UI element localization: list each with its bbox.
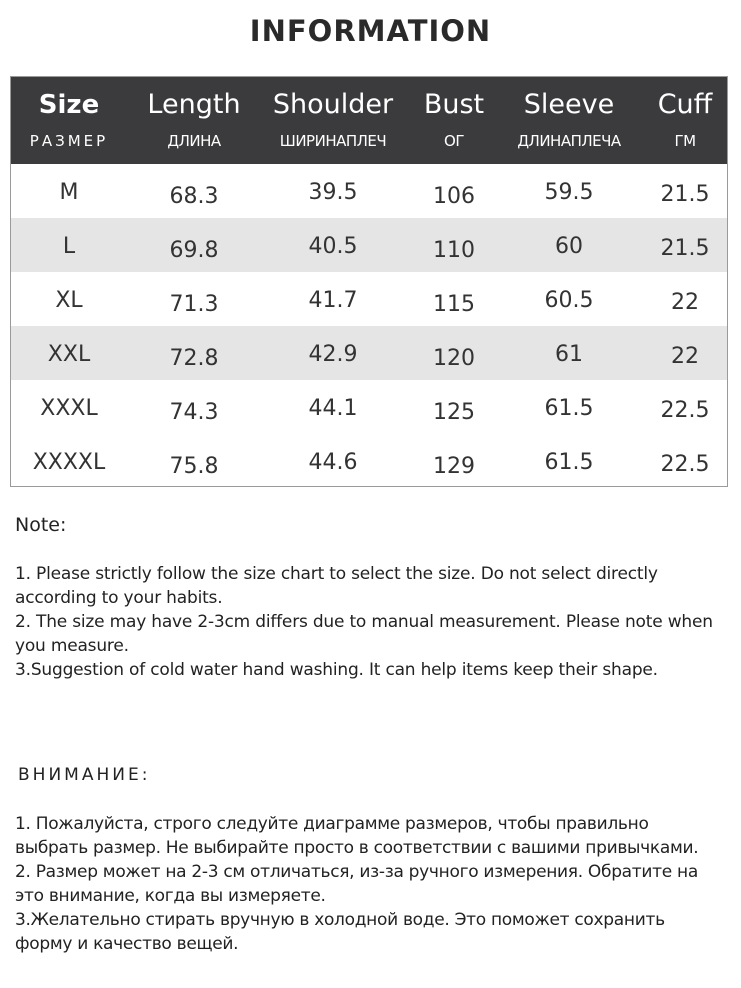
cell-shoulder: 40.5 (308, 234, 358, 259)
header-sleeve-ru: ДЛИНАПЛЕЧА (517, 132, 621, 150)
cell-bust: 129 (433, 454, 475, 479)
note-item: 1. Please strictly follow the size chart to select the size. Do not select directly according to your habits. (15, 564, 658, 608)
cell-size: M (59, 180, 79, 205)
note-item: 2. The size may have 2-3cm differs due to manual measurement. Please note when you measure. (15, 612, 713, 656)
cell-bust: 110 (433, 238, 475, 263)
ru-note-body (15, 812, 720, 956)
header-sleeve (507, 77, 631, 164)
cell-shoulder: 44.6 (308, 450, 358, 475)
cell-cuff: 22.5 (660, 398, 710, 423)
cell-sleeve: 60.5 (544, 288, 594, 313)
cell-cuff: 21.5 (660, 236, 710, 261)
ru-note-heading: ВНИМАНИЕ: (18, 765, 151, 785)
header-size-ru: РАЗМЕР (29, 132, 109, 150)
cell-cuff: 22 (671, 344, 699, 369)
table-row (11, 272, 727, 326)
cell-cuff: 21.5 (660, 182, 710, 207)
header-length-en: Length (147, 89, 241, 120)
cell-bust: 120 (433, 346, 475, 371)
header-cuff (643, 77, 727, 164)
cell-size: XXXXL (32, 450, 106, 475)
header-shoulder (267, 77, 399, 164)
cell-shoulder: 41.7 (308, 288, 358, 313)
header-cuff-ru: ГМ (674, 132, 696, 150)
cell-size: L (62, 234, 76, 259)
page-title: INFORMATION (249, 14, 492, 48)
note-body (15, 562, 715, 682)
table-row (11, 164, 727, 218)
cell-length: 74.3 (169, 400, 219, 425)
cell-cuff: 22 (671, 290, 699, 315)
note-item: 3.Suggestion of cold water hand washing. It can help items keep their shape. (15, 660, 658, 680)
table-row (11, 218, 727, 272)
cell-shoulder: 42.9 (308, 342, 358, 367)
cell-length: 72.8 (169, 346, 219, 371)
cell-size: XXXL (40, 396, 98, 421)
cell-length: 75.8 (169, 454, 219, 479)
cell-length: 68.3 (169, 184, 219, 209)
cell-cuff: 22.5 (660, 452, 710, 477)
header-bust (407, 77, 501, 164)
header-cuff-en: Cuff (657, 89, 713, 120)
note-heading: Note: (15, 514, 67, 536)
ru-note-item: 3.Желательно стирать вручную в холодной воде. Это поможет сохранить форму и качество вещей. (15, 910, 665, 954)
cell-bust: 125 (433, 400, 475, 425)
table-row (11, 380, 727, 434)
cell-shoulder: 39.5 (308, 180, 358, 205)
header-shoulder-en: Shoulder (272, 89, 394, 120)
cell-length: 71.3 (169, 292, 219, 317)
table-row (11, 434, 727, 487)
cell-size: XXL (47, 342, 91, 367)
header-sleeve-en: Sleeve (523, 89, 615, 120)
size-table (10, 76, 728, 487)
cell-length: 69.8 (169, 238, 219, 263)
table-row (11, 326, 727, 380)
cell-sleeve: 60 (555, 234, 583, 259)
cell-sleeve: 61.5 (544, 450, 594, 475)
cell-size: XL (55, 288, 83, 313)
ru-note-item: 1. Пожалуйста, строго следуйте диаграмме размеров, чтобы правильно выбрать размер. Не выбирайте просто в соответствии с вашими привычками. (15, 814, 699, 858)
table-header (11, 77, 727, 164)
cell-sleeve: 59.5 (544, 180, 594, 205)
cell-bust: 106 (433, 184, 475, 209)
cell-sleeve: 61.5 (544, 396, 594, 421)
cell-shoulder: 44.1 (308, 396, 358, 421)
header-shoulder-ru: ШИРИНАПЛЕЧ (279, 132, 387, 150)
cell-bust: 115 (433, 292, 475, 317)
header-size-en: Size (38, 90, 100, 120)
ru-note-item: 2. Размер может на 2-3 см отличаться, из-за ручного измерения. Обратите на это внимание, когда вы измеряете. (15, 862, 698, 906)
header-bust-ru: ОГ (444, 132, 464, 150)
header-size (11, 77, 127, 164)
header-bust-en: Bust (423, 89, 485, 120)
header-length (135, 77, 253, 164)
header-length-ru: ДЛИНА (167, 132, 221, 150)
cell-sleeve: 61 (555, 342, 583, 367)
